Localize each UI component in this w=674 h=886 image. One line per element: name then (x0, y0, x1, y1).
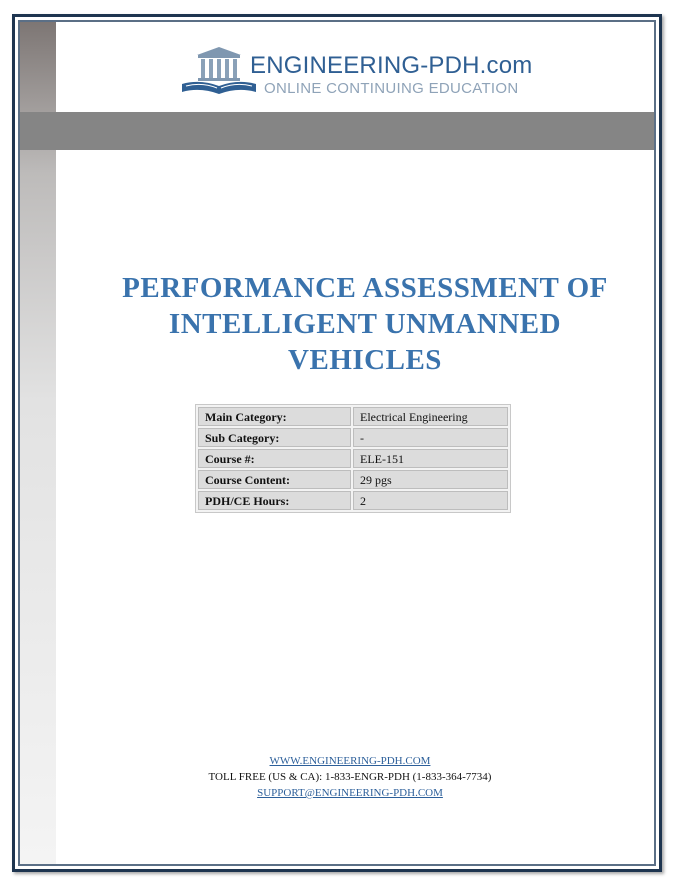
course-title-line: PERFORMANCE ASSESSMENT OF (122, 272, 608, 304)
row-value: - (353, 428, 508, 447)
classical-building-book-icon (180, 46, 258, 96)
row-value: Electrical Engineering (353, 407, 508, 426)
course-info-table (195, 404, 511, 513)
course-title-line: INTELLIGENT UNMANNED (168, 308, 562, 340)
header-gray-band (20, 112, 654, 150)
course-title-line: VEHICLES (288, 344, 442, 376)
website-link[interactable]: WWW.ENGINEERING-PDH.COM (269, 755, 431, 767)
table-row (198, 407, 508, 426)
row-value: 2 (353, 491, 508, 510)
tollfree-text: TOLL FREE (US & CA): 1-833-ENGR-PDH (1-833-364-7734) (208, 771, 492, 783)
table-row (198, 428, 508, 447)
row-label: Course Content: (198, 470, 351, 489)
row-value: ELE-151 (353, 449, 508, 468)
page-sheet (18, 20, 656, 866)
table-row (198, 470, 508, 489)
row-label: PDH/CE Hours: (198, 491, 351, 510)
table-row (198, 449, 508, 468)
contact-footer (80, 753, 620, 801)
row-label: Main Category: (198, 407, 351, 426)
logo-subtitle: ONLINE CONTINUING EDUCATION (264, 80, 519, 97)
table-row (198, 491, 508, 510)
row-label: Sub Category: (198, 428, 351, 447)
logo-title: ENGINEERING-PDH.com (250, 52, 533, 79)
row-value: 29 pgs (353, 470, 508, 489)
company-logo (180, 46, 540, 97)
course-title (80, 270, 650, 378)
support-email-link[interactable]: SUPPORT@ENGINEERING-PDH.COM (257, 787, 443, 799)
row-label: Course #: (198, 449, 351, 468)
